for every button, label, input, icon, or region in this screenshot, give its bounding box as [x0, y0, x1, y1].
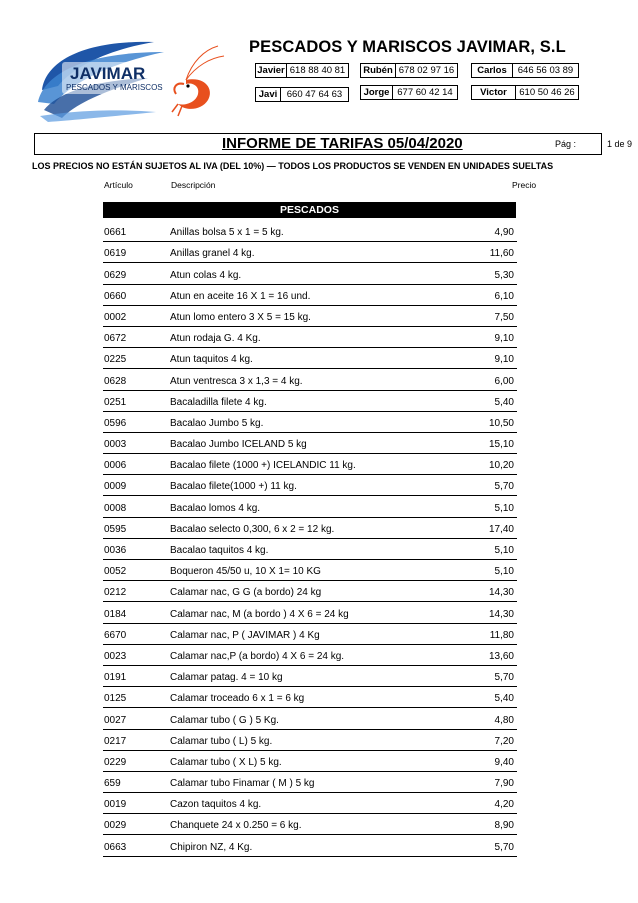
product-description: Atun rodaja G. 4 Kg.: [170, 333, 261, 345]
product-code: 0191: [104, 672, 127, 684]
product-price: 10,50: [488, 417, 514, 429]
product-code: 0009: [104, 481, 127, 493]
column-header-description: Descripción: [171, 180, 216, 190]
product-description: Bacaladilla filete 4 kg.: [170, 396, 267, 408]
contact-phone: 677 60 42 14: [393, 85, 458, 100]
product-code: 6670: [104, 629, 127, 641]
product-description: Calamar tubo Finamar ( M ) 5 kg: [170, 778, 315, 790]
svg-text:JAVIMAR: JAVIMAR: [70, 64, 146, 83]
product-price: 13,60: [488, 650, 514, 662]
product-code: 0027: [104, 714, 127, 726]
table-row: [103, 602, 517, 623]
table-row: [103, 454, 517, 475]
product-code: 0628: [104, 375, 127, 387]
product-price: 4,80: [494, 714, 514, 726]
table-row: [103, 730, 517, 751]
contact-name: Javi: [255, 87, 281, 102]
contact-javi: [255, 87, 349, 102]
product-code: 0595: [104, 523, 127, 535]
contact-name: Javier: [255, 63, 287, 78]
product-code: 0225: [104, 354, 127, 366]
table-row: [103, 496, 517, 517]
table-row: [103, 539, 517, 560]
product-description: Calamar tubo ( X L) 5 kg.: [170, 756, 282, 768]
product-description: Bacalao Jumbo 5 kg.: [170, 417, 264, 429]
javimar-logo: [36, 32, 226, 124]
product-price: 5,40: [494, 693, 514, 705]
table-row: [103, 285, 517, 306]
product-price: 5,70: [494, 672, 514, 684]
product-description: Cazon taquitos 4 kg.: [170, 799, 262, 811]
product-code: 0029: [104, 820, 127, 832]
product-description: Bacalao filete (1000 +) ICELANDIC 11 kg.: [170, 460, 356, 472]
product-description: Calamar nac, P ( JAVIMAR ) 4 Kg: [170, 629, 320, 641]
table-row: [103, 708, 517, 729]
product-price: 5,30: [494, 269, 514, 281]
product-description: Atun ventresca 3 x 1,3 = 4 kg.: [170, 375, 303, 387]
table-row: [103, 814, 517, 835]
product-code: 0229: [104, 756, 127, 768]
table-row: [103, 369, 517, 390]
contact-name: Victor: [471, 85, 516, 100]
product-description: Calamar troceado 6 x 1 = 6 kg: [170, 693, 305, 705]
report-title-box: [34, 133, 633, 155]
table-row: [103, 751, 517, 772]
contact-phone: 618 88 40 81: [287, 63, 349, 78]
product-price: 10,20: [488, 460, 514, 472]
table-row: [103, 348, 517, 369]
product-list: [103, 221, 517, 857]
product-description: Calamar nac, M (a bordo ) 4 X 6 = 24 kg: [170, 608, 349, 620]
product-price: 11,60: [489, 248, 514, 260]
product-description: Atun colas 4 kg.: [170, 269, 242, 281]
product-description: Bacalao lomos 4 kg.: [170, 502, 261, 514]
contact-name: Carlos: [471, 63, 513, 78]
product-code: 0251: [104, 396, 127, 408]
svg-text:PESCADOS Y MARISCOS: PESCADOS Y MARISCOS: [66, 83, 163, 92]
contact-name: Rubén: [360, 63, 396, 78]
product-code: 0008: [104, 502, 127, 514]
product-price: 5,10: [494, 502, 514, 514]
product-price: 8,90: [494, 820, 514, 832]
table-row: [103, 242, 517, 263]
contact-carlos: [471, 63, 579, 78]
contact-name: Jorge: [360, 85, 393, 100]
page-label: Pág :: [555, 139, 577, 149]
table-row: [103, 835, 517, 856]
table-row: [103, 306, 517, 327]
product-price: 14,30: [488, 608, 514, 620]
product-price: 9,10: [494, 333, 514, 345]
product-price: 9,40: [494, 756, 514, 768]
product-description: Anillas granel 4 kg.: [170, 248, 255, 260]
product-price: 17,40: [488, 523, 514, 535]
product-description: Atun en aceite 16 X 1 = 16 und.: [170, 290, 311, 302]
product-description: Bacalao taquitos 4 kg.: [170, 545, 269, 556]
product-code: 0619: [104, 248, 127, 260]
product-code: 0003: [104, 439, 127, 451]
product-description: Bacalao selecto 0,300, 6 x 2 = 12 kg.: [170, 523, 335, 535]
table-row: [103, 560, 517, 581]
product-price: 7,50: [494, 311, 514, 323]
column-header-price: Precio: [512, 180, 537, 190]
product-code: 0019: [104, 799, 127, 811]
product-description: Atun taquitos 4 kg.: [170, 354, 253, 366]
product-price: 4,20: [494, 799, 514, 811]
product-price: 6,10: [494, 290, 514, 302]
table-row: [103, 666, 517, 687]
contact-phone: 610 50 46 26: [516, 85, 579, 100]
product-code: 0212: [104, 587, 127, 599]
contact-phone: 678 02 97 16: [396, 63, 458, 78]
page-number: 1 de 9: [607, 139, 633, 149]
contact-phone: 660 47 64 63: [281, 87, 349, 102]
vat-notice: LOS PRECIOS NO ESTÁN SUJETOS AL IVA (DEL 10%) — TODOS LOS PRODUCTOS SE VENDEN EN UNIDADES SUELTAS: [32, 161, 554, 171]
product-price: 7,90: [494, 778, 514, 790]
product-code: 0006: [104, 460, 127, 472]
contact-javier: [255, 63, 349, 78]
product-price: 4,90: [494, 227, 514, 239]
product-price: 5,10: [494, 545, 514, 556]
product-price: 9,10: [494, 354, 514, 366]
contact-phone: 646 56 03 89: [513, 63, 579, 78]
product-description: Calamar tubo ( G ) 5 Kg.: [170, 714, 279, 726]
product-description: Anillas bolsa 5 x 1 = 5 kg.: [170, 227, 284, 239]
product-price: 5,10: [494, 566, 514, 578]
product-code: 0052: [104, 566, 127, 578]
product-description: Atun lomo entero 3 X 5 = 15 kg.: [170, 311, 311, 323]
product-description: Calamar nac, G G (a bordo) 24 kg: [170, 587, 322, 599]
product-code: 0184: [104, 608, 127, 620]
table-row: [103, 412, 517, 433]
product-price: 11,80: [489, 629, 514, 641]
product-price: 5,70: [494, 481, 514, 493]
table-row: [103, 645, 517, 666]
product-description: Chanquete 24 x 0.250 = 6 kg.: [170, 820, 302, 832]
product-price: 7,20: [494, 735, 514, 747]
product-description: Chipiron NZ, 4 Kg.: [170, 841, 253, 853]
product-description: Calamar patag. 4 = 10 kg: [170, 672, 283, 684]
product-price: 6,00: [494, 375, 514, 387]
table-row: [103, 793, 517, 814]
table-row: [103, 687, 517, 708]
contact-ruben: [360, 63, 458, 78]
product-code: 0672: [104, 333, 127, 345]
product-price: 5,40: [494, 396, 514, 408]
product-code: 0629: [104, 269, 127, 281]
product-price: 5,70: [494, 841, 514, 853]
product-code: 0596: [104, 417, 127, 429]
product-code: 0002: [104, 311, 127, 323]
shrimp-icon: [172, 46, 224, 116]
table-row: [103, 263, 517, 284]
company-name: PESCADOS Y MARISCOS JAVIMAR, S.L: [249, 38, 566, 56]
section-header: PESCADOS: [103, 202, 516, 218]
report-title: INFORME DE TARIFAS 05/04/2020: [222, 135, 463, 152]
table-row: [103, 475, 517, 496]
product-description: Boqueron 45/50 u, 10 X 1= 10 KG: [170, 566, 321, 578]
product-code: 0661: [104, 227, 127, 239]
table-row: [103, 221, 517, 242]
product-code: 0036: [104, 545, 127, 556]
product-code: 0125: [104, 693, 127, 705]
table-row: [103, 624, 517, 645]
product-code: 0023: [104, 650, 127, 662]
table-row: [103, 518, 517, 539]
product-description: Bacalao Jumbo ICELAND 5 kg: [170, 439, 307, 451]
product-code: 659: [104, 778, 121, 790]
product-price: 14,30: [488, 587, 514, 599]
table-row: [103, 391, 517, 412]
contact-victor: [471, 85, 579, 100]
product-description: Bacalao filete(1000 +) 11 kg.: [170, 481, 297, 493]
product-code: 0217: [104, 735, 127, 747]
column-header-code: Artículo: [104, 180, 133, 190]
table-row: [103, 581, 517, 602]
table-row: [103, 327, 517, 348]
table-row: [103, 772, 517, 793]
product-description: Calamar tubo ( L) 5 kg.: [170, 735, 273, 747]
product-code: 0660: [104, 290, 127, 302]
product-price: 15,10: [488, 439, 514, 451]
contact-jorge: [360, 85, 458, 100]
product-code: 0663: [104, 841, 127, 853]
product-description: Calamar nac,P (a bordo) 4 X 6 = 24 kg.: [170, 650, 345, 662]
table-row: [103, 433, 517, 454]
